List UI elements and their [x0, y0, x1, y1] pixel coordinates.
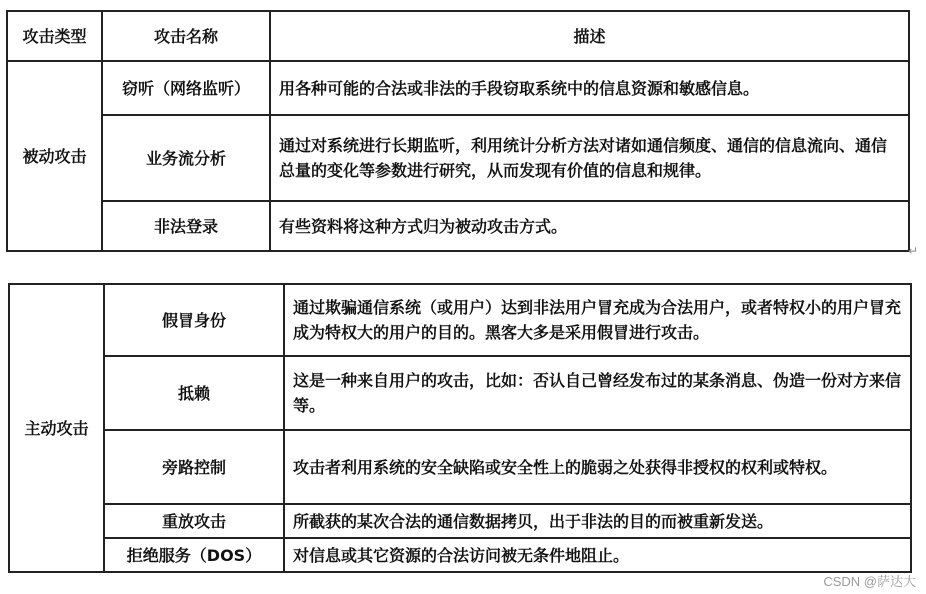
attack-desc-cell: 通过对系统进行长期监听，利用统计分析方法对诸如通信频度、通信的信息流向、通信总量的变化等参数进行研究，从而发现有价值的信息和规律。: [270, 115, 909, 201]
attack-name-cell: 拒绝服务（DOS）: [104, 538, 284, 572]
table-row: [9, 538, 911, 572]
attack-desc-cell: 所截获的某次合法的通信数据拷贝，出于非法的目的而被重新发送。: [284, 504, 911, 538]
header-attack-type: 攻击类型: [7, 11, 102, 61]
csdn-watermark: CSDN @萨达大: [823, 574, 916, 589]
attack-name-cell: 重放攻击: [104, 504, 284, 538]
table-row: [7, 115, 909, 201]
table-header-row: [7, 11, 909, 61]
attack-desc-cell: 对信息或其它资源的合法访问被无条件地阻止。: [284, 538, 911, 572]
attack-type-cell: 主动攻击: [9, 284, 104, 572]
attack-name-cell: 假冒身份: [104, 284, 284, 356]
table-row: [9, 430, 911, 504]
attack-name-cell: 窃听（网络监听）: [102, 61, 270, 115]
attack-type-cell: 被动攻击: [7, 61, 102, 251]
attack-desc-cell: 通过欺骗通信系统（或用户）达到非法用户冒充成为合法用户，或者特权小的用户冒充成为特权大的用户的目的。黑客大多是采用假冒进行攻击。: [284, 284, 911, 356]
table-row: [9, 284, 911, 356]
table-row: [7, 201, 909, 251]
table-row: [9, 504, 911, 538]
attack-desc-cell: 这是一种来自用户的攻击，比如：否认自己曾经发布过的某条消息、伪造一份对方来信等。: [284, 356, 911, 430]
attack-desc-cell: 攻击者利用系统的安全缺陷或安全性上的脆弱之处获得非授权的权利或特权。: [284, 430, 911, 504]
attack-name-cell: 旁路控制: [104, 430, 284, 504]
attack-name-cell: 非法登录: [102, 201, 270, 251]
active-attack-table: [8, 283, 912, 573]
table-row: [7, 61, 909, 115]
table-row: [9, 356, 911, 430]
passive-attack-table: [6, 10, 910, 252]
attack-name-cell: 业务流分析: [102, 115, 270, 201]
header-description: 描述: [270, 11, 909, 61]
attack-name-cell: 抵赖: [104, 356, 284, 430]
attack-desc-cell: 有些资料将这种方式归为被动攻击方式。: [270, 201, 909, 251]
return-arrow-icon: ↵: [908, 244, 919, 258]
header-attack-name: 攻击名称: [102, 11, 270, 61]
attack-desc-cell: 用各种可能的合法或非法的手段窃取系统中的信息资源和敏感信息。: [270, 61, 909, 115]
